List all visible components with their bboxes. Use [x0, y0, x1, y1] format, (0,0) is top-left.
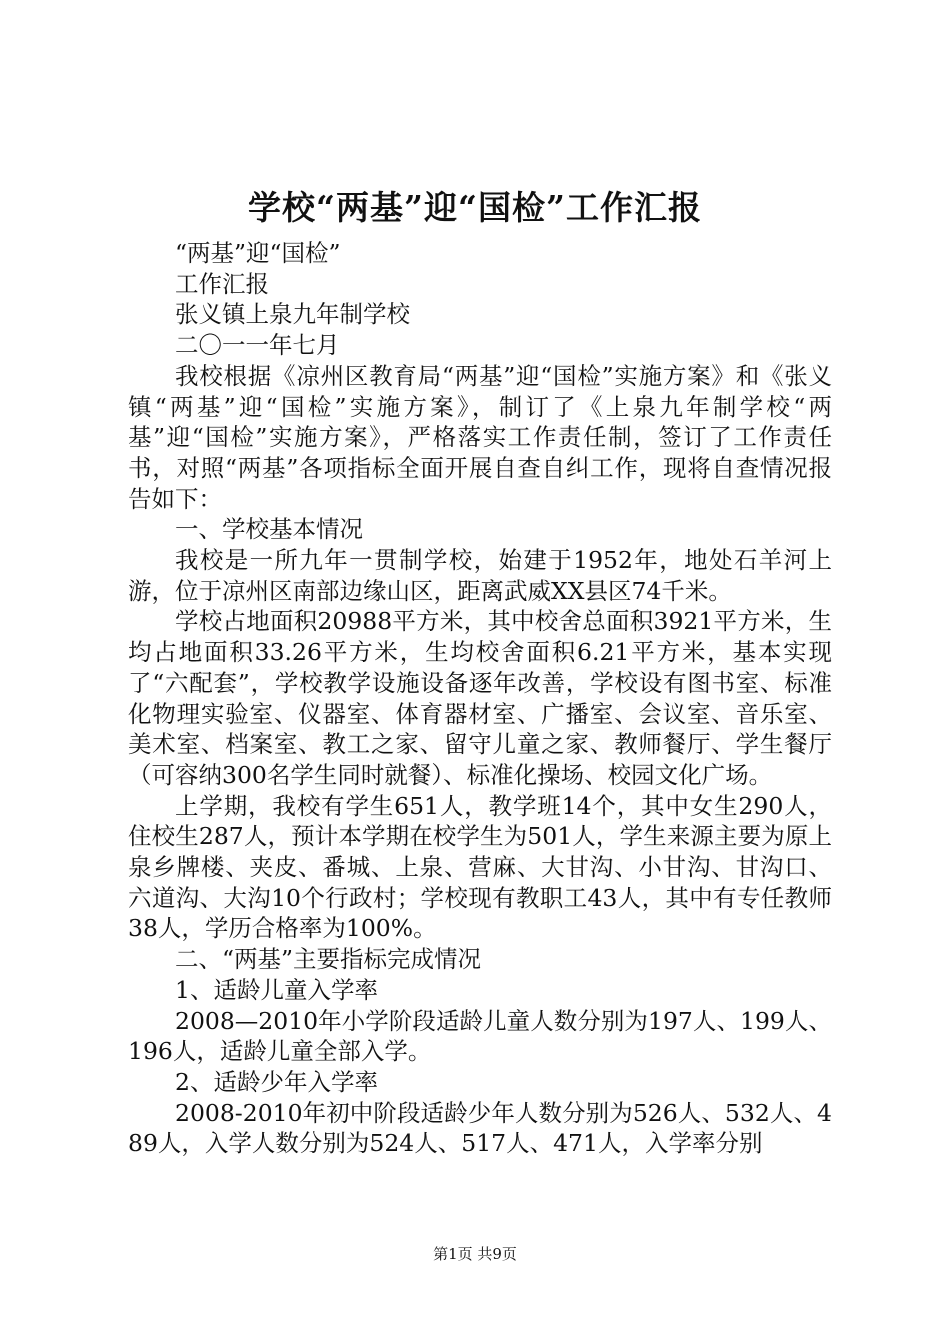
paragraph-school-name: 张义镇上泉九年制学校 [175, 300, 410, 329]
section-heading-indicators: 二、“两基”主要指标完成情况 [175, 945, 482, 974]
paragraph-youth-enrollment: 2008-2010年初中阶段适龄少年人数分别为526人、532人、489人，入学人数分别为524人、517人、471人，入学率分别 [128, 1098, 832, 1158]
paragraph-students-staff: 上学期，我校有学生651人，教学班14个，其中女生290人，住校生287人，预计本学期在校学生为501人，学生来源主要为原上泉乡牌楼、夹皮、番城、上泉、营麻、大甘沟、小甘沟、甘沟口、六道沟、大沟10个行政村；学校现有教职工43人，其中有专任教师38人，学历合格率为100%。 [128, 791, 832, 943]
page-footer: 第1页 共9页 [433, 1245, 517, 1263]
subheading-child-enrollment: 1、适龄儿童入学率 [175, 975, 378, 1004]
paragraph-subtitle: “两基”迎“国检” [175, 239, 341, 267]
document-body [128, 238, 832, 1159]
subheading-youth-enrollment: 2、适龄少年入学率 [175, 1067, 378, 1096]
document-title: 学校“两基”迎“国检”工作汇报 [248, 188, 702, 227]
paragraph-intro: 我校根据《凉州区教育局“两基”迎“国检”实施方案》和《张义镇“两基”迎“国检”实施方案》，制订了《上泉九年制学校“两基”迎“国检”实施方案》，严格落实工作责任制，签订了工作责任书，对照“两基”各项指标全面开展自查自纠工作，现将自查情况报告如下： [128, 361, 832, 513]
paragraph-subtitle-2: 工作汇报 [175, 269, 269, 298]
paragraph-child-enrollment: 2008—2010年小学阶段适龄儿童人数分别为197人、199人、196人，适龄儿童全部入学。 [128, 1006, 832, 1066]
paragraph-date: 二〇一一年七月 [175, 331, 340, 360]
paragraph-school-history: 我校是一所九年一贯制学校，始建于1952年，地处石羊河上游，位于凉州区南部边缘山区，距离武威XX县区74千米。 [128, 546, 832, 605]
paragraph-school-facilities: 学校占地面积20988平方米，其中校舍总面积3921平方米，生均占地面积33.26平方米，生均校舍面积6.21平方米，基本实现了“六配套”，学校教学设施设备逐年改善，学校设有图书室、标准化物理实验室、仪器室、体育器材室、广播室、会议室、音乐室、美术室、档案室、教工之家、留守儿童之家、教师餐厅、学生餐厅（可容纳300名学生同时就餐）、标准化操场、校园文化广场。 [128, 607, 832, 789]
section-heading-basic-info: 一、学校基本情况 [175, 515, 363, 544]
